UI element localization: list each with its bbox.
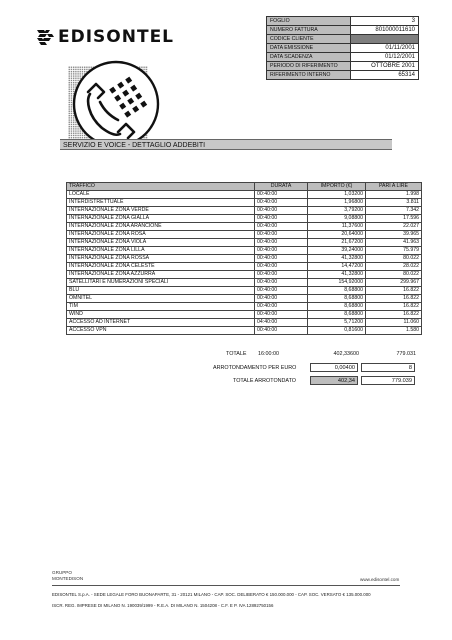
cell-lire: 299.967	[366, 279, 422, 287]
info-row	[267, 53, 419, 62]
arrotondamento-euro: 0,00400	[310, 363, 358, 372]
edisontel-logo	[36, 28, 174, 46]
info-key: CODICE CLIENTE	[267, 35, 351, 44]
cell-durata: 00:40:00	[255, 287, 308, 295]
table-row	[67, 239, 422, 247]
cell-importo: 8,68800	[308, 295, 366, 303]
table-row	[67, 287, 422, 295]
info-value: 801000011610	[351, 26, 419, 35]
table-row	[67, 295, 422, 303]
cell-traffico: INTERNAZIONALE ZONA GIALLA	[67, 215, 255, 223]
cell-lire: 1.580	[366, 327, 422, 335]
cell-importo: 5,71200	[308, 319, 366, 327]
section-banner	[60, 139, 392, 150]
gruppo-montedison	[52, 570, 83, 581]
cell-importo: 154,92000	[308, 279, 366, 287]
cell-lire: 11.060	[366, 319, 422, 327]
invoice-info-box	[266, 16, 419, 80]
cell-importo: 1,96800	[308, 199, 366, 207]
table-row	[67, 223, 422, 231]
table-row	[67, 271, 422, 279]
cell-traffico: ACCESSO VPN	[67, 327, 255, 335]
cell-traffico: INTERNAZIONALE ZONA ROSSA	[67, 255, 255, 263]
cell-traffico: LOCALE	[67, 191, 255, 199]
cell-durata: 00:40:00	[255, 207, 308, 215]
cell-lire: 16.822	[366, 287, 422, 295]
cell-lire: 16.822	[366, 311, 422, 319]
cell-lire: 22.027	[366, 223, 422, 231]
cell-traffico: OMNITEL	[67, 295, 255, 303]
cell-importo: 39,24000	[308, 247, 366, 255]
cell-traffico: BLU	[67, 287, 255, 295]
table-header-row	[67, 183, 422, 191]
table-row	[67, 263, 422, 271]
cell-traffico: SATELLITARI E NUMERAZIONI SPECIALI	[67, 279, 255, 287]
cell-durata: 00:40:00	[255, 255, 308, 263]
cell-lire: 7.342	[366, 207, 422, 215]
info-key: RIFERIMENTO INTERNO	[267, 71, 351, 80]
info-key: DATA EMISSIONE	[267, 44, 351, 53]
cell-durata: 00:40:00	[255, 223, 308, 231]
header-importo: IMPORTO (€)	[308, 183, 366, 191]
header-durata: DURATA	[255, 183, 308, 191]
cell-traffico: INTERDISTRETTUALE	[67, 199, 255, 207]
info-value-redacted	[351, 35, 419, 44]
cell-importo: 8,68800	[308, 311, 366, 319]
brand-name: EDISONTEL	[58, 27, 175, 47]
cell-traffico: INTERNAZIONALE ZONA VERDE	[67, 207, 255, 215]
cell-durata: 00:40:00	[255, 279, 308, 287]
arrotondamento-label: ARROTONDAMENTO PER EURO	[213, 365, 297, 371]
header-traffico: TRAFFICO	[67, 183, 255, 191]
charges-table	[66, 182, 422, 335]
cell-importo: 11,37600	[308, 223, 366, 231]
table-row	[67, 215, 422, 223]
totale-label: TOTALE	[226, 351, 247, 357]
table-row	[67, 311, 422, 319]
telephone-icon	[62, 60, 160, 148]
cell-durata: 00:40:00	[255, 247, 308, 255]
cell-traffico: INTERNAZIONALE ZONA ARANCIONE	[67, 223, 255, 231]
totale-durata: 16:00:00	[258, 351, 279, 357]
cell-importo: 8,68800	[308, 287, 366, 295]
edisontel-logo-icon	[36, 28, 54, 46]
cell-lire: 16.822	[366, 295, 422, 303]
info-row	[267, 35, 419, 44]
website-link[interactable]: www.edisontel.com	[360, 577, 400, 582]
cell-durata: 04:40:00	[255, 319, 308, 327]
gruppo-line1: GRUPPO	[52, 570, 72, 575]
info-row	[267, 26, 419, 35]
table-row	[67, 199, 422, 207]
cell-importo: 20,64000	[308, 231, 366, 239]
table-row	[67, 231, 422, 239]
cell-durata: 00:40:00	[255, 199, 308, 207]
info-value: 01/12/2001	[351, 53, 419, 62]
cell-importo: 14,47200	[308, 263, 366, 271]
info-key: FOGLIO	[267, 17, 351, 26]
cell-lire: 80.022	[366, 255, 422, 263]
table-row	[67, 319, 422, 327]
cell-traffico: INTERNAZIONALE ZONA CELESTE	[67, 263, 255, 271]
totale-arrotondato-lire: 779.039	[361, 376, 415, 385]
cell-lire: 39.965	[366, 231, 422, 239]
info-row	[267, 71, 419, 80]
cell-durata: 00:40:00	[255, 231, 308, 239]
info-row	[267, 44, 419, 53]
cell-importo: 3,79200	[308, 207, 366, 215]
cell-lire: 41.963	[366, 239, 422, 247]
footer-divider	[52, 585, 400, 586]
cell-durata: 00:40:00	[255, 311, 308, 319]
header-lire: PARI A LIRE	[366, 183, 422, 191]
info-value: 01/11/2001	[351, 44, 419, 53]
cell-traffico: TIM	[67, 303, 255, 311]
cell-traffico: INTERNAZIONALE ZONA ROSA	[67, 231, 255, 239]
cell-durata: 00:40:00	[255, 191, 308, 199]
info-key: PERIODO DI RIFERIMENTO	[267, 62, 351, 71]
cell-traffico: ACCESSO AD INTERNET	[67, 319, 255, 327]
cell-lire: 80.022	[366, 271, 422, 279]
cell-durata: 00:40:00	[255, 295, 308, 303]
cell-traffico: INTERNAZIONALE ZONA AZZURRA	[67, 271, 255, 279]
footer-legal-line2: ISCR. REG. IMPRESE DI MILANO N. 190039/1999 - R.E.A. DI MILANO N. 1504208 - C.F. E P. IVA 12892750156	[52, 603, 274, 608]
info-row	[267, 62, 419, 71]
cell-lire: 17.596	[366, 215, 422, 223]
table-row	[67, 255, 422, 263]
totale-lire: 779.031	[396, 351, 416, 357]
arrotondamento-lire: 8	[361, 363, 415, 372]
cell-importo: 0,81600	[308, 327, 366, 335]
cell-importo: 41,32800	[308, 271, 366, 279]
cell-durata: 00:40:00	[255, 271, 308, 279]
table-row	[67, 207, 422, 215]
table-row	[67, 303, 422, 311]
totale-euro: 402,33600	[333, 351, 359, 357]
gruppo-line2: MONTEDISON	[52, 575, 84, 581]
info-row	[267, 17, 419, 26]
cell-durata: 00:40:00	[255, 327, 308, 335]
cell-durata: 00:40:00	[255, 215, 308, 223]
cell-importo: 21,67200	[308, 239, 366, 247]
cell-durata: 00:40:00	[255, 263, 308, 271]
totale-arrotondato-euro: 402,34	[310, 376, 358, 385]
info-key: DATA SCADENZA	[267, 53, 351, 62]
table-row	[67, 279, 422, 287]
cell-lire: 3.811	[366, 199, 422, 207]
cell-importo: 1,03200	[308, 191, 366, 199]
section-title: SERVIZIO E VOICE - DETTAGLIO ADDEBITI	[63, 142, 206, 149]
footer-legal-line1: EDISONTEL S.p.A. - SEDE LEGALE FORO BUONAPARTE, 31 - 20121 MILANO - CAP. SOC. DELIBERATO € 150.000.000 - CAP. SOC. VERSATO € 135.000.000	[52, 592, 371, 597]
cell-traffico: INTERNAZIONALE ZONA VIOLA	[67, 239, 255, 247]
cell-importo: 9,08800	[308, 215, 366, 223]
totale-arrotondato-label: TOTALE ARROTONDATO	[233, 378, 297, 384]
cell-traffico: INTERNAZIONALE ZONA LILLA	[67, 247, 255, 255]
cell-traffico: WIND	[67, 311, 255, 319]
info-key: NUMERO FATTURA	[267, 26, 351, 35]
cell-lire: 75.979	[366, 247, 422, 255]
info-value: 65314	[351, 71, 419, 80]
info-value: 3	[351, 17, 419, 26]
cell-importo: 8,68800	[308, 303, 366, 311]
cell-durata: 00:40:00	[255, 239, 308, 247]
cell-lire: 1.998	[366, 191, 422, 199]
cell-lire: 16.822	[366, 303, 422, 311]
table-row	[67, 247, 422, 255]
cell-durata: 00:40:00	[255, 303, 308, 311]
cell-lire: 28.022	[366, 263, 422, 271]
table-row	[67, 191, 422, 199]
table-row	[67, 327, 422, 335]
cell-importo: 41,32800	[308, 255, 366, 263]
info-value: OTTOBRE 2001	[351, 62, 419, 71]
